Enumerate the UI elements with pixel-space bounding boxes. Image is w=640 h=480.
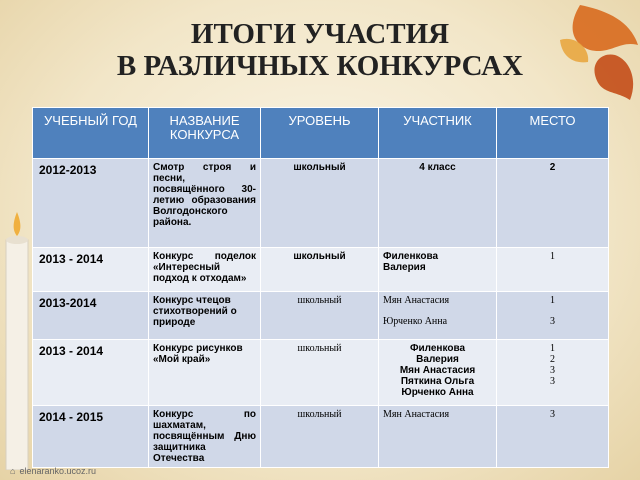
home-icon: ⌂: [10, 466, 16, 476]
cell-year: 2014 - 2015: [33, 406, 149, 468]
place-value: 1: [550, 295, 555, 306]
participant-name: Филенкова: [409, 343, 466, 354]
cell-place: [497, 248, 609, 292]
cell-level: школьный: [261, 292, 379, 340]
cell-year: 2012-2013: [33, 159, 149, 248]
place-value: 2: [549, 162, 556, 173]
candle-decoration: [0, 200, 34, 470]
table-row: [33, 159, 609, 248]
cell-place: [497, 340, 609, 406]
table-row: [33, 292, 609, 340]
cell-participant: [379, 340, 497, 406]
cell-year: 2013 - 2014: [33, 340, 149, 406]
cell-competition: Конкурс рисунков «Мой край»: [149, 340, 261, 406]
participant-name: Филенкова: [383, 251, 439, 262]
place-value: 3: [550, 409, 555, 420]
cell-place: [497, 406, 609, 468]
participant-name: Пяткина Ольга: [400, 376, 475, 387]
header-level: УРОВЕНЬ: [261, 108, 379, 159]
table-row: [33, 248, 609, 292]
participant-name: Юрченко Анна: [401, 387, 474, 398]
place-value: 1: [550, 251, 555, 262]
results-table: [32, 107, 609, 468]
participant-name: 4 класс: [419, 162, 456, 173]
header-competition: НАЗВАНИЕ КОНКУРСА: [149, 108, 261, 159]
cell-participant: [379, 406, 497, 468]
cell-competition: Конкурс по шахматам, посвящённым Дню защитника Отечества: [149, 406, 261, 468]
participant-name: Юрченко Анна: [383, 316, 448, 327]
header-year: УЧЕБНЫЙ ГОД: [33, 108, 149, 159]
cell-participant: [379, 159, 497, 248]
footer-url: elenaranko.ucoz.ru: [19, 466, 96, 476]
place-value: 3: [550, 376, 555, 387]
cell-participant: [379, 248, 497, 292]
header-participant: УЧАСТНИК: [379, 108, 497, 159]
title-line-2: В РАЗЛИЧНЫХ КОНКУРСАХ: [116, 50, 524, 82]
cell-year: 2013-2014: [33, 292, 149, 340]
cell-level: школьный: [261, 248, 379, 292]
header-place: МЕСТО: [497, 108, 609, 159]
place-value: 1: [550, 343, 555, 354]
cell-participant: [379, 292, 497, 340]
cell-place: [497, 292, 609, 340]
place-value: 2: [550, 354, 555, 365]
cell-place: [497, 159, 609, 248]
cell-competition: Конкурс чтецов стихотворений о природе: [149, 292, 261, 340]
cell-level: школьный: [261, 159, 379, 248]
participant-name: Валерия: [383, 262, 426, 273]
cell-year: 2013 - 2014: [33, 248, 149, 292]
participant-name: Мян Анастасия: [383, 295, 450, 306]
table-row: [33, 340, 609, 406]
title-line-1: ИТОГИ УЧАСТИЯ: [190, 18, 450, 50]
cell-competition: Конкурс поделок «Интересный подход к отходам»: [149, 248, 261, 292]
cell-level: школьный: [261, 406, 379, 468]
place-value: 3: [550, 365, 555, 376]
participant-name: Валерия: [416, 354, 459, 365]
cell-competition: Смотр строя и песни, посвящённого 30-летию образования Волгодонского района.: [149, 159, 261, 248]
table-header-row: [33, 108, 609, 159]
table-row: [33, 406, 609, 468]
participant-name: Мян Анастасия: [399, 365, 476, 376]
cell-level: школьный: [261, 340, 379, 406]
participant-name: Мян Анастасия: [383, 409, 450, 420]
page-title: [0, 18, 640, 82]
footer: [10, 466, 96, 476]
place-value: 3: [550, 316, 555, 327]
